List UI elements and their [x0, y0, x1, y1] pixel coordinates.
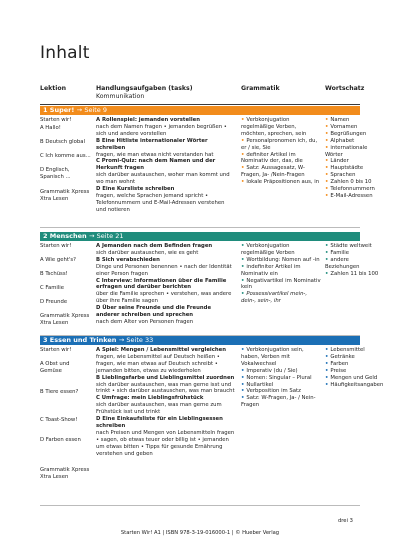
- task-detail: fragen, wie man etwas nicht verstanden hat: [96, 151, 214, 158]
- vocab-item: • E-Mail-Adressen: [325, 192, 373, 199]
- grammar-item: • Possessivartikel mein-, dein-, sein-, ihr: [241, 291, 308, 305]
- section-arrow: →: [88, 232, 95, 240]
- grammar-item: • Verbkonjugation sein, haben, Verben mit Vokalwechsel: [241, 347, 304, 367]
- vocab-item: • Hauptstädte: [325, 165, 364, 172]
- grammar-item: • definiter Artikel im Nominativ der, das, die: [241, 151, 303, 165]
- lektion-item: A Wie geht's?: [40, 257, 76, 263]
- header-handlung: [96, 85, 193, 100]
- section-3: [40, 336, 384, 506]
- section-number: 1: [43, 106, 48, 114]
- lektion-item: A Hallo!: [40, 125, 61, 131]
- grammatik-column: [241, 117, 321, 186]
- lektion-item: D Englisch, Spanisch ...: [40, 167, 71, 180]
- vocab-item: • Vornamen: [325, 123, 358, 130]
- section-bar[interactable]: [40, 336, 360, 345]
- section-body: [40, 241, 379, 336]
- grammar-item: • Wortbildung: Nomen auf -in: [241, 256, 320, 263]
- grammar-item: • Verbkonjugation regelmäßige Verben, möchten, sprechen, sein: [241, 117, 307, 137]
- task-title: A Spiel: Mengen / Lebensmittel vergleichen: [96, 347, 227, 353]
- task-title: D Eine Kursliste schreiben: [96, 186, 175, 193]
- page-title: Inhalt: [40, 43, 90, 63]
- section-page: Seite 9: [84, 106, 108, 114]
- task-detail: Dinge und Personen benennen • nach der Identität einer Person fragen: [96, 263, 232, 277]
- lektion-item: Xtra Lesen: [40, 473, 69, 480]
- vocab-item: • Getränke: [325, 353, 355, 360]
- task-title: D Eine Einkaufsliste für ein Lieblingsessen schreiben: [96, 416, 223, 429]
- handlung-column: [96, 117, 236, 214]
- task-title: C Interview: Informationen über die Familie erfragen und darüber berichten: [96, 277, 227, 291]
- lektion-item: Xtra Lesen: [40, 319, 69, 326]
- grammar-item: • Verbkonjugation regelmäßige Verben: [241, 243, 295, 256]
- grammar-item: • lokale Präpositionen aus, in: [241, 179, 320, 186]
- grammar-item: • Satz: Aussagesatz, W-Fragen, Ja- /Nein-Fragen: [241, 165, 305, 179]
- lektion-item: A Obst und Gemüse: [40, 361, 70, 374]
- section-page: Seite 21: [96, 232, 124, 240]
- lektion-item: B Deutsch global: [40, 139, 85, 145]
- lektion-item: Grammatik Xpress: [40, 313, 90, 319]
- section-page: Seite 33: [126, 336, 154, 344]
- section-bar[interactable]: [40, 232, 360, 241]
- lektion-item: D Farben essen: [40, 437, 81, 443]
- header-kommunikation-label: Kommunikation: [96, 92, 145, 100]
- section-2: [40, 232, 379, 336]
- lektion-column: [40, 243, 92, 327]
- section-arrow: →: [76, 106, 83, 114]
- section-1: [40, 106, 375, 228]
- page-number: drei 3: [338, 518, 353, 524]
- grammar-item: • Personalpronomen ich, du, er / sie, Sie: [241, 137, 318, 151]
- lektion-column: [40, 117, 92, 203]
- vocab-item: • Familie: [325, 249, 350, 256]
- lektion-item: C Toast-Show!: [40, 417, 78, 423]
- footer: Starten Wir! A1 | ISBN 978-3-19-016000-1 | © Hueber Verlag: [120, 530, 280, 536]
- header-grammatik: Grammatik: [241, 85, 280, 92]
- handlung-column: [96, 243, 236, 326]
- header-rule: [40, 104, 360, 105]
- task-detail: sich darüber austauschen, woher man kommt und wo man wohnt: [96, 172, 230, 186]
- vocab-item: • Begrüßungen: [325, 130, 367, 137]
- task-title: B Eine Hitliste internationaler Wörter schreiben: [96, 137, 208, 151]
- task-title: C Umfrage: mein Lieblingsfrühstück: [96, 395, 204, 402]
- task-detail: fragen, welche Sprachen jemand spricht • Telefonnummern und E-Mail-Adressen verstehen und notieren: [96, 192, 225, 213]
- grammar-item: • Negativartikel im Nominativ kein: [241, 277, 321, 291]
- task-detail: nach dem Namen fragen • jemanden begrüßen • sich und andere vorstellen: [96, 123, 227, 137]
- lektion-item: D Freunde: [40, 299, 68, 305]
- lektion-item: Starten wir!: [40, 347, 72, 353]
- task-detail: fragen, wie Lebensmittel auf Deutsch heißen • fragen, wie man etwas auf Deutsch schreibt • jemanden bitten, etwas zu wiederholen: [96, 353, 220, 374]
- task-detail: nach dem Alter von Personen fragen: [96, 318, 194, 325]
- lektion-item: Xtra Lesen: [40, 195, 69, 202]
- wortschatz-column: [325, 347, 383, 388]
- section-name: Super!: [49, 106, 75, 114]
- task-title: B Sich verabschieden: [96, 256, 160, 263]
- lektion-column: [40, 347, 92, 481]
- vocab-item: • Länder: [325, 158, 349, 165]
- section-number: 3: [43, 336, 48, 344]
- lektion-item: Grammatik Xpress: [40, 189, 90, 195]
- header-lektion: Lektion: [40, 85, 66, 92]
- wortschatz-column: [325, 117, 383, 200]
- wortschatz-column: [325, 243, 383, 278]
- section-number: 2: [43, 232, 48, 240]
- vocab-item: • Mengen und Geld: [325, 374, 378, 381]
- vocab-item: • Lebensmittel: [325, 347, 365, 353]
- task-title: A Jemanden nach dem Befinden fragen: [96, 243, 213, 249]
- lektion-item: B Tiere essen?: [40, 389, 79, 395]
- grammar-item: • indefiniter Artikel im Nominativ ein: [241, 263, 301, 277]
- header-wortschatz: Wortschatz: [325, 85, 365, 92]
- section-arrow: →: [118, 336, 125, 344]
- grammar-item: • Imperativ (du / Sie): [241, 367, 298, 374]
- vocab-item: • Namen: [325, 117, 350, 123]
- lektion-item: Starten wir!: [40, 117, 72, 123]
- grammar-item: • Verbposition im Satz: [241, 388, 301, 395]
- lektion-item: Starten wir!: [40, 243, 72, 249]
- vocab-item: • Städte weltweit: [325, 243, 372, 249]
- lektion-item: Grammatik Xpress: [40, 467, 90, 473]
- section-bar[interactable]: [40, 106, 360, 115]
- section-body: [40, 115, 375, 228]
- section-name: Essen und Trinken: [49, 336, 117, 344]
- task-detail: sich darüber austauschen, wie es geht: [96, 249, 199, 256]
- task-detail: sich darüber austauschen, was man gerne zum Frühstück isst und trinkt: [96, 402, 222, 416]
- vocab-item: • Telefonnummern: [325, 186, 375, 193]
- task-detail: über die Familie sprechen • verstehen, was andere über ihre Familie sagen: [96, 291, 232, 305]
- section-body: [40, 345, 384, 506]
- vocab-item: • internationale Wörter: [325, 144, 368, 158]
- lektion-item: C Familie: [40, 285, 65, 291]
- task-title: A Rollenspiel: jemanden vorstellen: [96, 117, 201, 123]
- vocab-item: • andere Beziehungen: [325, 256, 360, 270]
- vocab-item: • Sprachen: [325, 172, 356, 179]
- header-handlung-label: Handlungsaufgaben (tasks): [96, 85, 193, 92]
- grammar-item: • Satz: W-Fragen, Ja- / Nein-Fragen: [241, 395, 316, 409]
- lektion-item: C Ich komme aus...: [40, 153, 91, 159]
- vocab-item: • Farben: [325, 360, 349, 367]
- task-title: D Über seine Freunde und die Freunde anderer schreiben und sprechen: [96, 305, 212, 319]
- section-name: Menschen: [49, 232, 87, 240]
- vocab-item: • Zahlen 11 bis 100: [325, 270, 379, 277]
- vocab-item: • Preise: [325, 367, 347, 374]
- vocab-item: • Zahlen 0 bis 10: [325, 179, 372, 186]
- grammatik-column: [241, 347, 321, 409]
- vocab-item: • Alphabet: [325, 137, 355, 144]
- handlung-column: [96, 347, 236, 458]
- grammatik-column: [241, 243, 321, 305]
- grammar-item: • Nullartikel: [241, 381, 274, 388]
- task-title: B Lieblingsfarbe und Lieblingsmittel zuordnen: [96, 374, 235, 381]
- task-detail: sich darüber austauschen, was man gerne isst und trinkt • sich darüber austauschen, was man braucht: [96, 381, 235, 395]
- task-title: C Promi-Quiz: nach dem Namen und der Herkunft fragen: [96, 158, 216, 172]
- task-detail: nach Preisen und Mengen von Lebensmitteln fragen • sagen, ob etwas teuer oder billig ist • jemanden um etwas bitten • Tipps für gesunde Ernährung verstehen und geben: [96, 429, 235, 457]
- vocab-item: • Häufigkeitsangaben: [325, 381, 384, 388]
- lektion-item: B Tschüss!: [40, 271, 68, 277]
- grammar-item: • Nomen: Singular – Plural: [241, 374, 312, 381]
